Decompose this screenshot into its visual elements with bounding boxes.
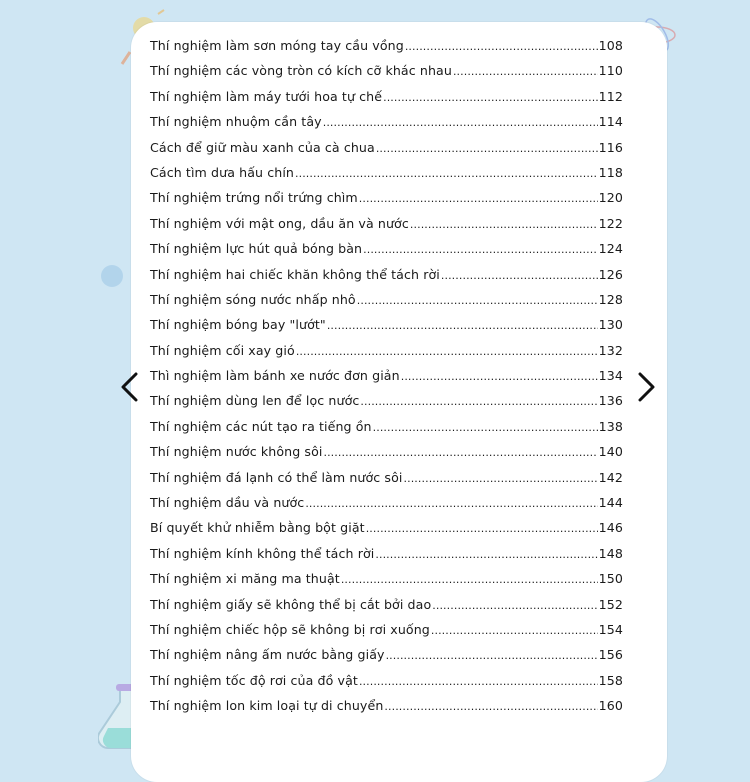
toc-entry-page: 156: [598, 647, 623, 663]
toc-entry-title: Thí nghiệm các nút tạo ra tiếng ồn: [150, 418, 372, 434]
toc-entry-title: Thí nghiệm chiếc hộp sẽ không bị rơi xuống: [150, 621, 430, 637]
toc-entry-title: Thí nghiệm lon kim loại tự di chuyển: [150, 698, 384, 714]
toc-entry: [150, 343, 623, 368]
toc-entry: [150, 317, 623, 342]
toc-entry-title: Thí nghiệm bóng bay "lướt": [150, 317, 326, 333]
toc-entry-title: Bí quyết khử nhiễm bằng bột giặt: [150, 520, 365, 536]
toc-entry-page: 124: [598, 241, 623, 257]
toc-entry: [150, 140, 623, 165]
toc-entry-page: 122: [598, 215, 623, 231]
toc-entry: [150, 38, 623, 63]
toc-entry-page: 138: [598, 418, 623, 434]
toc-entry: [150, 673, 623, 698]
toc-entry-title: Thí nghiệm lực hút quả bóng bàn: [150, 241, 363, 257]
toc-entry-page: 152: [598, 596, 623, 612]
toc-entry: [150, 216, 623, 241]
toc-entry: [150, 114, 623, 139]
toc-entry: [150, 190, 623, 215]
toc-entry: [150, 165, 623, 190]
toc-entry-page: 132: [598, 342, 623, 358]
toc-entry-title: Thí nghiệm kính không thể tách rời: [150, 545, 375, 561]
previous-image-button[interactable]: [114, 370, 144, 404]
chevron-right-icon: [636, 371, 658, 403]
toc-entry-title: Cách để giữ màu xanh của cà chua: [150, 139, 375, 155]
toc-entry-page: 116: [598, 139, 623, 155]
chevron-left-icon: [118, 371, 140, 403]
toc-entry-page: 160: [598, 698, 623, 714]
toc-entry-page: 118: [598, 164, 623, 180]
toc-entry-title: Thí nghiệm xi măng ma thuật: [150, 571, 340, 587]
toc-entry-page: 136: [598, 393, 623, 409]
toc-entry: [150, 520, 623, 545]
toc-entry: [150, 546, 623, 571]
toc-entry-title: Thí nghiệm giấy sẽ không thể bị cắt bởi dao: [150, 596, 432, 612]
toc-entry-page: 112: [598, 88, 623, 104]
toc-entry: [150, 241, 623, 266]
toc-entry: [150, 470, 623, 495]
toc-entry-page: 148: [598, 545, 623, 561]
table-of-contents: [150, 38, 623, 724]
toc-entry-title: Thí nghiệm làm sơn móng tay cầu vồng: [150, 38, 404, 53]
toc-entry-page: 120: [598, 190, 623, 206]
toc-entry-title: Thí nghiệm làm máy tưới hoa tự chế: [150, 88, 383, 104]
toc-entry-page: 110: [598, 63, 623, 79]
toc-entry: [150, 292, 623, 317]
toc-entry-title: Thí nghiệm nâng ấm nước bằng giấy: [150, 647, 385, 663]
toc-entry-title: Thí nghiệm đá lạnh có thể làm nước sôi: [150, 469, 403, 485]
toc-entry: [150, 267, 623, 292]
toc-entry: [150, 495, 623, 520]
toc-entry-page: 146: [598, 520, 623, 536]
toc-entry-title: Thí nghiệm các vòng tròn có kích cỡ khác nhau: [150, 63, 452, 79]
toc-entry: [150, 368, 623, 393]
toc-entry-page: 128: [598, 291, 623, 307]
toc-entry: [150, 419, 623, 444]
toc-entry: [150, 698, 623, 723]
toc-entry-page: 158: [598, 672, 623, 688]
toc-entry: [150, 622, 623, 647]
toc-entry-title: Thí nghiệm với mật ong, dầu ăn và nước: [150, 215, 409, 231]
ball-decoration-icon: [98, 262, 126, 290]
toc-entry-page: 126: [598, 266, 623, 282]
toc-entry: [150, 444, 623, 469]
toc-entry-title: Thì nghiệm làm bánh xe nước đơn giản: [150, 368, 400, 384]
toc-entry-title: Thí nghiệm tốc độ rơi của đồ vật: [150, 672, 358, 688]
toc-entry-page: 144: [598, 495, 623, 511]
toc-entry-page: 140: [598, 444, 623, 460]
toc-entry-title: Thí nghiệm nước không sôi: [150, 444, 323, 460]
toc-entry-title: Thí nghiệm dầu và nước: [150, 495, 305, 511]
toc-entry: [150, 63, 623, 88]
toc-entry: [150, 571, 623, 596]
toc-entry-page: 154: [598, 621, 623, 637]
toc-entry-page: 142: [598, 469, 623, 485]
toc-entry: [150, 89, 623, 114]
toc-entry: [150, 647, 623, 672]
toc-entry-title: Thí nghiệm dùng len để lọc nước: [150, 393, 360, 409]
toc-entry-title: Thí nghiệm trứng nổi trứng chìm: [150, 190, 358, 206]
toc-entry-page: 108: [598, 38, 623, 53]
toc-entry-title: Thí nghiệm sóng nước nhấp nhô: [150, 291, 356, 307]
toc-entry-page: 150: [598, 571, 623, 587]
toc-entry-title: Thí nghiệm hai chiếc khăn không thể tách rời: [150, 266, 440, 282]
toc-entry-title: Cách tìm dưa hấu chín: [150, 164, 294, 180]
toc-entry: [150, 393, 623, 418]
toc-entry-title: Thí nghiệm cối xay gió: [150, 342, 295, 358]
toc-entry-page: 134: [598, 368, 623, 384]
toc-entry-page: 130: [598, 317, 623, 333]
toc-entry-page: 114: [598, 114, 623, 130]
toc-entry: [150, 597, 623, 622]
next-image-button[interactable]: [632, 370, 662, 404]
toc-entry-title: Thí nghiệm nhuộm cần tây: [150, 114, 322, 130]
